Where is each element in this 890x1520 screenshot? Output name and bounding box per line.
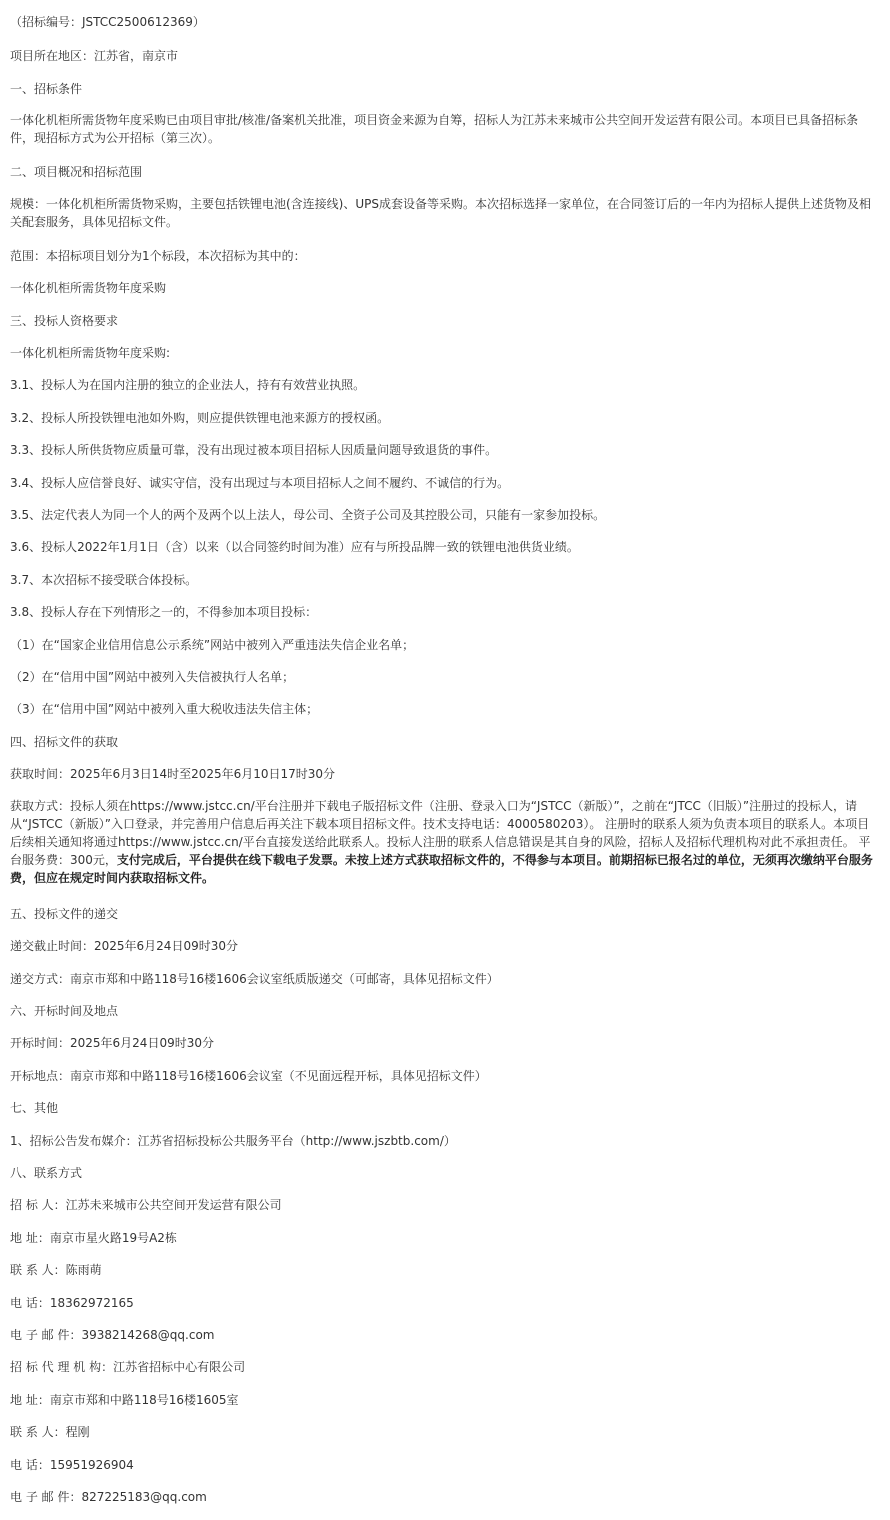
contact-line: 联 系 人：陈雨萌: [10, 1263, 102, 1277]
obtain-time: 获取时间：2025年6月3日14时至2025年6月10日17时30分: [10, 767, 336, 781]
exclusion-item: （2）在“信用中国”网站中被列入失信被执行人名单；: [10, 670, 295, 684]
contact-line: 招 标 代 理 机 构：江苏省招标中心有限公司: [10, 1360, 246, 1374]
opening-time: 开标时间：2025年6月24日09时30分: [10, 1036, 214, 1050]
obtain-method-bold-text: 支付完成后，平台提供在线下载电子发票。未按上述方式获取招标文件的，不得参与本项目。前期招标已报名过的单位，无须再次缴纳平台服务费，但应在规定时间内获取招标文件。: [10, 853, 873, 885]
project-region: 项目所在地区：江苏省，南京市: [10, 49, 179, 63]
section-heading-contacts: 八、联系方式: [10, 1166, 83, 1180]
section-heading-overview: 二、项目概况和招标范围: [10, 165, 143, 179]
section-heading-bid-conditions: 一、招标条件: [10, 82, 83, 96]
submission-method: 递交方式：南京市郑和中路118号16楼1606会议室纸质版递交（可邮寄，具体见招标文件）: [10, 972, 499, 986]
section-heading-opening: 六、开标时间及地点: [10, 1004, 119, 1018]
contact-line: 电 子 邮 件：3938214268@qq.com: [10, 1328, 215, 1342]
section-heading-submission: 五、投标文件的递交: [10, 907, 119, 921]
qualification-item: 3.5、法定代表人为同一个人的两个及两个以上法人，母公司、全资子公司及其控股公司，只能有一家参加投标。: [10, 508, 606, 522]
opening-place: 开标地点：南京市郑和中路118号16楼1606会议室（不见面远程开标，具体见招标文件）: [10, 1069, 487, 1083]
publication-media: 1、招标公告发布媒介：江苏省招标投标公共服务平台（http://www.jszbtb.com/）: [10, 1134, 456, 1148]
qualification-item: 3.4、投标人应信誉良好、诚实守信，没有出现过与本项目招标人之间不履约、不诚信的行为。: [10, 476, 510, 490]
contact-line: 电 话：15951926904: [10, 1458, 134, 1472]
qualification-item: 3.2、投标人所投铁锂电池如外购，则应提供铁锂电池来源方的授权函。: [10, 411, 390, 425]
contact-line: 电 话：18362972165: [10, 1296, 134, 1310]
project-scale-text: 规模：一体化机柜所需货物采购，主要包括铁锂电池(含连接线)、UPS成套设备等采购。本次招标选择一家单位，在合同签订后的一年内为招标人提供上述货物及相关配套服务，具体见招标文件。: [10, 197, 872, 229]
section-heading-obtain-documents: 四、招标文件的获取: [10, 735, 119, 749]
qualifications-intro: 一体化机柜所需货物年度采购:: [10, 346, 171, 360]
contact-line: 电 子 邮 件：827225183@qq.com: [10, 1490, 207, 1504]
exclusion-item: （3）在“信用中国”网站中被列入重大税收违法失信主体；: [10, 702, 319, 716]
bid-number: （招标编号：JSTCC2500612369）: [10, 15, 205, 29]
qualification-item: 3.3、投标人所供货物应质量可靠，没有出现过被本项目招标人因质量问题导致退货的事件。: [10, 443, 498, 457]
section-heading-other: 七、其他: [10, 1101, 59, 1115]
qualification-item: 3.7、本次招标不接受联合体投标。: [10, 573, 198, 587]
contact-line: 地 址：南京市星火路19号A2栋: [10, 1231, 177, 1245]
contact-line: 地 址：南京市郑和中路118号16楼1605室: [10, 1393, 239, 1407]
bid-conditions-text: 一体化机柜所需货物年度采购已由项目审批/核准/备案机关批准，项目资金来源为自筹，招标人为江苏未来城市公共空间开发运营有限公司。本项目已具备招标条件，现招标方式为公开招标（第三次）。: [10, 113, 859, 145]
qualification-item: 3.1、投标人为在国内注册的独立的企业法人，持有有效营业执照。: [10, 378, 366, 392]
project-range-text: 范围：本招标项目划分为1个标段，本次招标为其中的：: [10, 249, 306, 263]
contact-line: 招 标 人：江苏未来城市公共空间开发运营有限公司: [10, 1198, 282, 1212]
exclusion-item: （1）在“国家企业信用信息公示系统”网站中被列入严重违法失信企业名单；: [10, 638, 415, 652]
obtain-method: [10, 797, 878, 887]
contact-line: 联 系 人：程刚: [10, 1425, 90, 1439]
submission-deadline: 递交截止时间：2025年6月24日09时30分: [10, 939, 238, 953]
lot-name: 一体化机柜所需货物年度采购: [10, 281, 167, 295]
qualification-item: 3.8、投标人存在下列情形之一的，不得参加本项目投标：: [10, 605, 318, 619]
obtain-method-text: 获取方式：投标人须在https://www.jstcc.cn/平台注册并下载电子版招标文件（注册、登录入口为“JSTCC（新版）”，之前在“JTCC（旧版）”注册过的投标人，请从“JSTCC（新版）”入口登录，并完善用户信息后再关注下载本项目招标文件。技术支持电话：4000580203）。 注册时的联系人须为负责本项目的联系人。本项目后续相关通知将通过https://www.jstcc.cn/平台直接发送给此联系人。投标人注册的联系人信息错误是其自身的风险，招标人及招标代理机构对此不承担责任。 平台服务费：300元，: [10, 799, 871, 867]
section-heading-qualifications: 三、投标人资格要求: [10, 314, 119, 328]
qualification-item: 3.6、投标人2022年1月1日（含）以来（以合同签约时间为准）应有与所投品牌一致的铁锂电池供货业绩。: [10, 540, 579, 554]
